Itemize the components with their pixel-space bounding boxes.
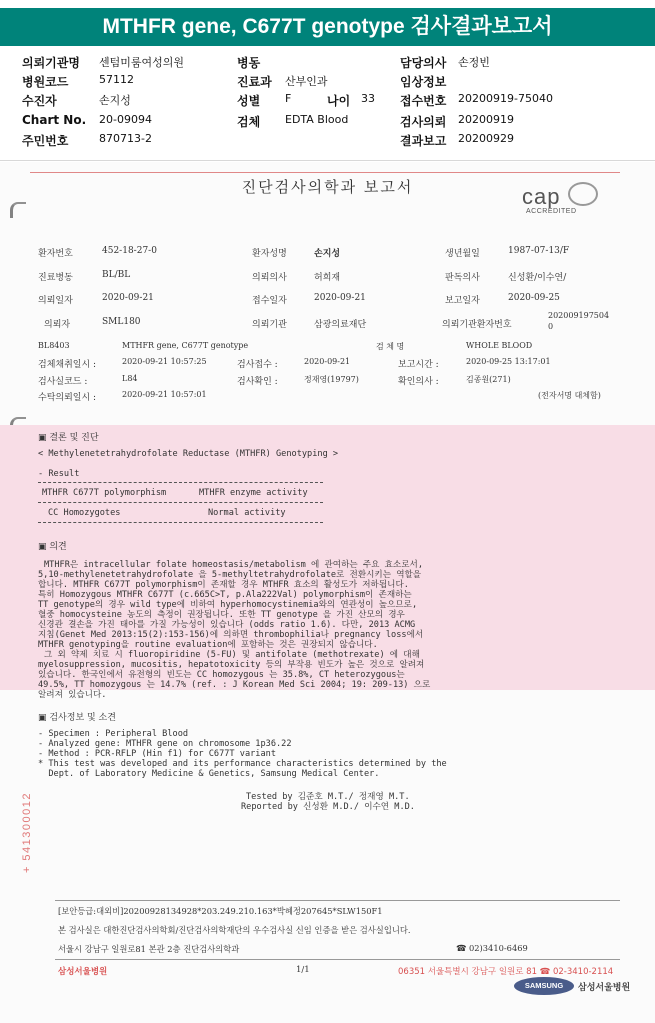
info-value: 870713-2 <box>99 132 152 145</box>
side-serial-number: + 541300012 <box>21 792 33 874</box>
info-label: 검사의뢰 <box>400 115 447 129</box>
opinion-line: MTHFR은 intracellular folate homeostasis/metabolism 에 관여하는 주요 효소로서, <box>44 560 424 570</box>
scanned-report <box>0 162 655 1023</box>
field-label: 의뢰자 <box>44 320 71 330</box>
field-value: 손지성 <box>314 249 341 259</box>
info-line: - Specimen : Peripheral Blood <box>38 729 189 739</box>
field-value-wrap: 0 <box>548 322 554 331</box>
cap-accredited-logo <box>518 182 604 220</box>
field-label: 검사확인 : <box>237 377 278 387</box>
header-divider <box>0 160 655 161</box>
info-label: 담당의사 <box>400 56 447 70</box>
field-value: 김종원(271) <box>466 375 511 384</box>
result-col-header: MTHFR enzyme activity <box>199 488 308 498</box>
info-value: 20200919 <box>458 113 514 126</box>
hospital-contact: 06351 서울특별시 강남구 일원로 81 ☎ 02-3410-2114 <box>398 967 614 977</box>
field-value: 삼광의료재단 <box>314 320 367 330</box>
lab-address: 서울시 강남구 일원로81 본관 2층 진단검사의학과 <box>58 944 240 954</box>
opinion-line: 지침(Genet Med 2013:15(2):153-156)에 의하면 thrombophilia나 pregnancy loss에서 <box>38 630 424 640</box>
info-row-3 <box>22 92 642 108</box>
field-label: 보고시간 : <box>398 360 439 370</box>
report-title-band <box>0 8 655 46</box>
field-label: 환자번호 <box>38 249 73 259</box>
result-genotype: CC Homozygotes <box>48 508 121 518</box>
field-label: 확인의사 : <box>398 377 439 387</box>
punch-hole-icon <box>10 202 26 218</box>
field-value: 2020-09-21 10:57:01 <box>122 390 207 399</box>
info-row-4 <box>22 113 642 129</box>
info-value: 손정빈 <box>458 56 490 69</box>
info-value: 57112 <box>99 73 134 86</box>
field-value: 2020-09-21 <box>304 357 351 366</box>
certification-note: 본 검사실은 대한진단검사의학회/진단검사의학재단의 우수검사실 신임 인증을 받은 검사실입니다. <box>58 925 411 935</box>
info-label: 병동 <box>237 56 261 70</box>
field-label: 생년월일 <box>445 249 480 259</box>
info-value: 센텀미룸여성의원 <box>99 56 185 69</box>
info-value: 20-09094 <box>99 113 152 126</box>
info-value: 산부인과 <box>285 75 328 88</box>
dashed-rule <box>38 482 323 483</box>
opinion-line: 49.5%, TT homozygous 는 14.7% (ref. : J Korean Med Sci 2004; 19: 209-13) 으로 <box>38 680 431 690</box>
cap-word: cap <box>522 184 561 209</box>
gene-title: < Methylenetetrahydrofolate Reductase (MTHFR) Genotyping > <box>38 449 339 459</box>
field-label: 의뢰의사 <box>252 273 287 283</box>
info-row-2 <box>22 73 642 89</box>
field-label: 검사실코드 : <box>38 377 88 387</box>
info-line: - Method : PCR-RFLP (Hin f1) for C677T variant <box>38 749 276 759</box>
section-title: ▣ 검사정보 및 소견 <box>38 713 116 723</box>
field-value: WHOLE BLOOD <box>466 341 533 350</box>
cap-ring-icon <box>568 182 598 206</box>
info-value: EDTA Blood <box>285 113 349 126</box>
field-value: 1987-07-13/F <box>508 246 570 256</box>
field-label: 검사접수 : <box>237 360 278 370</box>
samsung-logo: SAMSUNG <box>514 977 574 995</box>
field-label: 수탁의뢰일시 : <box>38 393 97 403</box>
field-value: 2020-09-21 10:57:25 <box>122 357 207 366</box>
field-label: 환자성명 <box>252 249 287 259</box>
opinion-line: 5,10-methylenetetrahydrofolate 을 5-methyltetrahydrofolate로 전환시키는 역할을 <box>38 570 422 580</box>
info-label: 나이 <box>327 94 351 108</box>
opinion-line: 알려져 있습니다. <box>38 690 107 700</box>
footer-rule <box>55 900 620 901</box>
opinion-line: TT genotype의 경우 wild type에 비하여 hyperhomocystinemia와의 연관성이 높으므로, <box>38 600 418 610</box>
opinion-line: 합니다. MTHFR C677T polymorphism이 존재할 경우 MTHFR 효소의 활성도가 저하됩니다. <box>38 580 409 590</box>
tested-by: Tested by 김준호 M.T./ 정재영 M.T. <box>246 792 410 802</box>
lab-phone: ☎ 02)3410-6469 <box>456 943 528 953</box>
info-label: 진료과 <box>237 75 272 89</box>
field-label: 의뢰일자 <box>38 296 73 306</box>
info-value: 손지성 <box>99 94 131 107</box>
info-label: 결과보고 <box>400 134 447 148</box>
opinion-line: 혈중 homocysteine 농도의 측정이 권장됩니다. 또한 TT genotype 을 가진 산모의 경우 <box>38 610 405 620</box>
info-line: Dept. of Laboratory Medicine & Genetics, Samsung Medical Center. <box>38 769 380 779</box>
top-red-rule <box>30 172 620 173</box>
security-line: [보안등급:대외비]20200928134928*203.249.210.163*박혜정207645*SLW150F1 <box>58 906 383 916</box>
info-line: - Analyzed gene: MTHFR gene on chromosome 1p36.22 <box>38 739 292 749</box>
field-value: 2020-09-25 <box>508 293 560 303</box>
result-col-header: MTHFR C677T polymorphism <box>42 488 167 498</box>
result-activity: Normal activity <box>208 508 286 518</box>
reported-by: Reported by 신성환 M.D./ 이수연 M.D. <box>241 802 415 812</box>
info-label: 검체 <box>237 115 261 129</box>
info-value: 20200929 <box>458 132 514 145</box>
opinion-line: 그 외 약제 치료 시 fluoropiridine (5-FU) 및 antifolate (methotrexate) 에 대해 <box>44 650 420 660</box>
field-label: 검 체 명 <box>376 342 405 351</box>
field-value: 2020-09-21 <box>102 293 154 303</box>
info-row-1 <box>22 54 642 70</box>
info-line: * This test was developed and its performance characteristics determined by the <box>38 759 447 769</box>
dashed-rule <box>38 522 323 523</box>
info-label: Chart No. <box>22 113 87 127</box>
section-title: ▣ 결론 및 진단 <box>38 433 99 443</box>
info-value: 33 <box>361 92 375 105</box>
samsung-hospital-name: 삼성서울병원 <box>578 983 631 993</box>
info-value: F <box>285 92 292 105</box>
field-value: 2020-09-25 13:17:01 <box>466 357 551 366</box>
field-label: 판독의사 <box>445 273 480 283</box>
field-value: BL/BL <box>102 270 131 280</box>
field-value: 정재영(19797) <box>304 375 359 384</box>
info-label: 성별 <box>237 94 261 108</box>
page-number: 1/1 <box>296 965 310 975</box>
info-label: 의뢰기관명 <box>22 56 80 70</box>
field-label: 접수일자 <box>252 296 287 306</box>
report-title: MTHFR gene, C677T genotype 검사결과보고서 <box>102 15 553 38</box>
field-label: 의뢰기관환자번호 <box>442 320 512 330</box>
cap-accredited: ACCREDITED <box>526 208 577 215</box>
field-value: 452-18-27-0 <box>102 246 157 256</box>
field-value: 2020-09-21 <box>314 293 366 303</box>
opinion-line: 신경관 결손을 가진 태아를 가질 가능성이 있습니다 (odds ratio 1.6). 다만, 2013 ACMG <box>38 620 416 630</box>
hospital-name: 삼성서울병원 <box>58 967 108 977</box>
field-label: 진료병동 <box>38 273 73 283</box>
esign-note: (전자서명 대체함) <box>538 391 601 400</box>
opinion-line: MTHFR genotyping을 routine evaluation에 포함하는 것은 권장되지 않습니다. <box>38 640 378 650</box>
test-code: BL8403 <box>38 341 70 350</box>
info-label: 병원코드 <box>22 75 69 89</box>
field-value: 202009197504 <box>548 311 610 320</box>
dashed-rule <box>38 502 323 503</box>
field-label: 보고일자 <box>445 296 480 306</box>
footer-rule <box>55 959 620 960</box>
test-name: MTHFR gene, C677T genotype <box>122 341 249 350</box>
result-label: - Result <box>38 469 80 479</box>
lab-report-title: 진단검사의학과 보고서 <box>241 178 414 196</box>
field-value: 신성환/이수연/ <box>508 273 567 283</box>
field-label: 의뢰기관 <box>252 320 287 330</box>
field-label: 검체채취일시 : <box>38 360 97 370</box>
info-label: 임상정보 <box>400 75 447 89</box>
field-value: L84 <box>122 374 138 383</box>
section-title: ▣ 의견 <box>38 542 67 552</box>
opinion-line: myelosuppression, mucositis, hepatotoxicity 등의 부작용 빈도가 높은 것으로 알려져 <box>38 660 425 670</box>
info-value: 20200919-75040 <box>458 92 553 105</box>
info-row-5 <box>22 132 642 148</box>
info-label: 수진자 <box>22 94 57 108</box>
field-value: 허희재 <box>314 273 341 283</box>
opinion-line: 있습니다. 한국인에서 유전형의 빈도는 CC homozygous 는 35.8%, CT heterozygous는 <box>38 670 405 680</box>
info-label: 접수번호 <box>400 94 447 108</box>
info-label: 주민번호 <box>22 134 69 148</box>
field-value: SML180 <box>102 317 141 327</box>
opinion-line: 특히 Homozygous MTHFR C677T (c.665C>T, p.Ala222Val) polymorphism이 존재하는 <box>38 590 412 600</box>
